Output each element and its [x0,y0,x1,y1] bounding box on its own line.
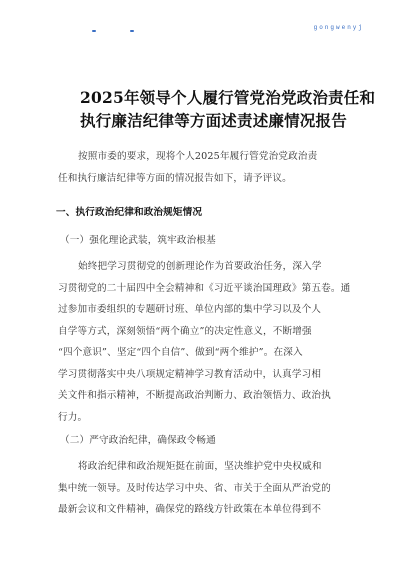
paragraph-line: “四个意识”、坚定“四个自信”、做到“两个维护”。在深入 [58,347,303,358]
subsection-2-paragraph [58,456,358,521]
subsection-heading-2: （二）严守政治纪律，确保政令畅通 [60,435,216,446]
subsection-heading-1: （一）强化理论武装，筑牢政治根基 [60,235,216,246]
title-line-1: 2025年领导个人履行管党治党政治责任和 [80,88,376,107]
section-heading-1: 一、执行政治纪律和政治规矩情况 [56,207,203,218]
title-line-2: 执行廉洁纪律等方面述责述廉情况报告 [80,111,347,130]
paragraph-line: 过参加市委组织的专题研讨班、单位内部的集中学习以及个人 [58,304,322,315]
paragraph-line: 将政治纪律和政治规矩挺在前面，坚决维护党中央权威和 [78,461,322,472]
paragraph-line: 关文件和指示精神，不断提高政治判断力、政治领悟力、政治执 [58,390,331,401]
intro-paragraph [58,146,358,189]
paragraph-line: 自学等方式，深刻领悟“两个确立”的决定性意义，不断增强 [58,325,312,337]
document-title [40,86,376,132]
paragraph-line: 最新会议和文件精神，确保党的路线方针政策在本单位得到不 [58,504,322,515]
paragraph-line: 行力。 [58,411,88,423]
paragraph-line: 学习贯彻落实中央八项规定精神学习教育活动中，认真学习相 [58,368,322,380]
header-mark-dot [130,30,134,32]
subsection-1-paragraph [58,256,358,428]
paragraph-line: 始终把学习贯彻党的创新理论作为首要政治任务，深入学 [78,261,322,272]
watermark-text: gongwenyj [313,24,364,31]
paragraph-line: 集中统一领导。及时传达学习中央、省、市关于全面从严治党的 [58,482,331,494]
paragraph-line: 习贯彻党的二十届四中全会精神和《习近平谈治国理政》第五卷。通 [58,282,351,294]
paragraph-line: 任和执行廉洁纪律等方面的情况报告如下，请予评议。 [58,172,292,184]
header-mark-dot [92,30,96,32]
header-marks [92,30,152,36]
paragraph-line: 按照市委的要求，现将个人2025年履行管党治党政治责 [78,151,318,162]
